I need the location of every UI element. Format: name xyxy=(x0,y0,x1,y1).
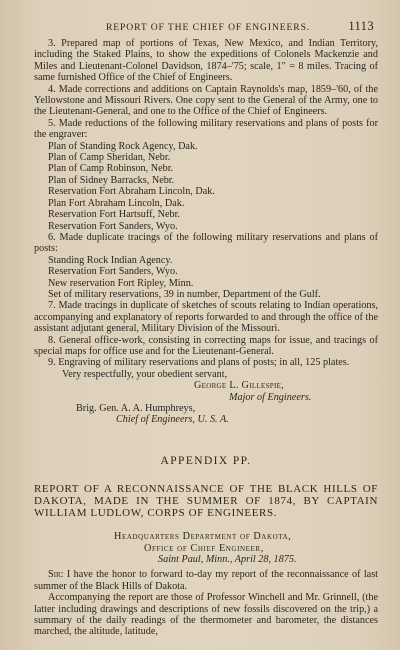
valediction: Very respectfully, your obedient servant, xyxy=(62,368,228,380)
paragraph-item-9: 9. Engraving of military reservations and plans of posts; in all, 125 plates. xyxy=(48,357,350,369)
list-item: Reservation Fort Sanders, Wyo. xyxy=(48,266,178,278)
list-item: New reservation Fort Ripley, Minn. xyxy=(48,277,194,289)
list-item: Reservation Fort Sanders, Wyo. xyxy=(48,220,178,232)
headquarters-line: Headquarters Department of Dakota, xyxy=(114,531,292,543)
letter-paragraph-1-text: I have the honor to forward to-day my report of the reconnaissance of last summer of the Black Hills of Dakota. xyxy=(34,569,378,592)
dateline: Saint Paul, Minn., April 28, 1875. xyxy=(158,554,297,566)
signer-name: George L. Gillespie, xyxy=(194,380,285,392)
list-item: Plan of Camp Robinson, Nebr. xyxy=(48,163,174,175)
addressee-name: Brig. Gen. A. A. Humphreys, xyxy=(76,403,196,414)
list-item: Reservation Fort Hartsuff, Nebr. xyxy=(48,209,180,221)
signer-title: Major of Engineers. xyxy=(229,391,312,403)
list-item: Set of military reservations, 39 in number, Department of the Gulf. xyxy=(48,288,321,300)
appendix-title: APPENDIX PP. xyxy=(160,454,252,467)
list-item: Plan of Sidney Barracks, Nebr. xyxy=(48,174,175,186)
list-item: Plan of Standing Rock Agency, Dak. xyxy=(48,140,198,152)
office-line: Office of Chief Engineer, xyxy=(144,542,264,554)
paragraph-item-8: 8. General office-work, consisting in correcting maps for issue, and tracings of special maps for office use and for the Lieutenant-General. xyxy=(34,334,378,357)
tracings-list xyxy=(34,255,378,301)
list-item: Plan of Camp Sheridan, Nebr. xyxy=(48,152,171,164)
page-number: 1113 xyxy=(348,19,374,33)
paragraph-item-4: 4. Made corrections and additions on Captain Raynolds's map, 1859–'60, of the Yellowstone and Missouri Rivers. One copy sent to the General of the Army, one to the Lieutenant-General, and one to the Office of the Chief of Engineers. xyxy=(34,83,378,118)
running-head: REPORT OF THE CHIEF OF ENGINEERS. xyxy=(106,22,311,33)
paragraph-item-3: 3. Prepared map of portions of Texas, New Mexico, and Indian Territory, including the Staked Plains, to show the expeditions of Colonels Mackenzie and Miles and Lieutenant-Colonel Davidson, 1874–'75; scale, 1″ = 8 miles. Tracing of same furnished Office of the Chief of Engineers. xyxy=(34,38,378,84)
list-item: Reservation Fort Abraham Lincoln, Dak. xyxy=(48,186,215,198)
paragraph-item-7: 7. Made tracings in duplicate of sketches of scouts relating to Indian operations, accompanying and explanatory of reports forwarded to and through the office of the assistant adjutant general, Military Division of the Missouri. xyxy=(34,300,378,335)
letter-paragraph-1 xyxy=(34,569,378,592)
page-header xyxy=(34,12,378,38)
paragraph-item-6: 6. Made duplicate tracings of the following military reservations and plans of posts: xyxy=(34,231,378,255)
letter-paragraph-2: Accompanying the report are those of Professor Winchell and Mr. Grinnell, (the latter including drawings and descriptions of new fossils discovered on the trip,) a summary of the daily readings of the thermometer and barometer, the distances marched, the altitude, latitude, xyxy=(34,592,378,638)
report-body xyxy=(34,38,378,638)
list-item: Plan Fort Abraham Lincoln, Dak. xyxy=(48,197,185,209)
list-item: Standing Rock Indian Agency. xyxy=(48,254,173,266)
paragraph-item-5: 5. Made reductions of the following military reservations and plans of posts for the engraver: xyxy=(34,117,378,141)
addressee-title: Chief of Engineers, U. S. A. xyxy=(116,414,229,426)
report-title: REPORT OF A RECONNAISSANCE OF THE BLACK HILLS OF DAKOTA, MADE IN THE SUMMER OF 1874, BY CAPTAIN WILLIAM LUDLOW, CORPS OF ENGINEERS. xyxy=(34,483,378,520)
reductions-list xyxy=(34,141,378,232)
salutation: Sir: xyxy=(48,569,64,581)
